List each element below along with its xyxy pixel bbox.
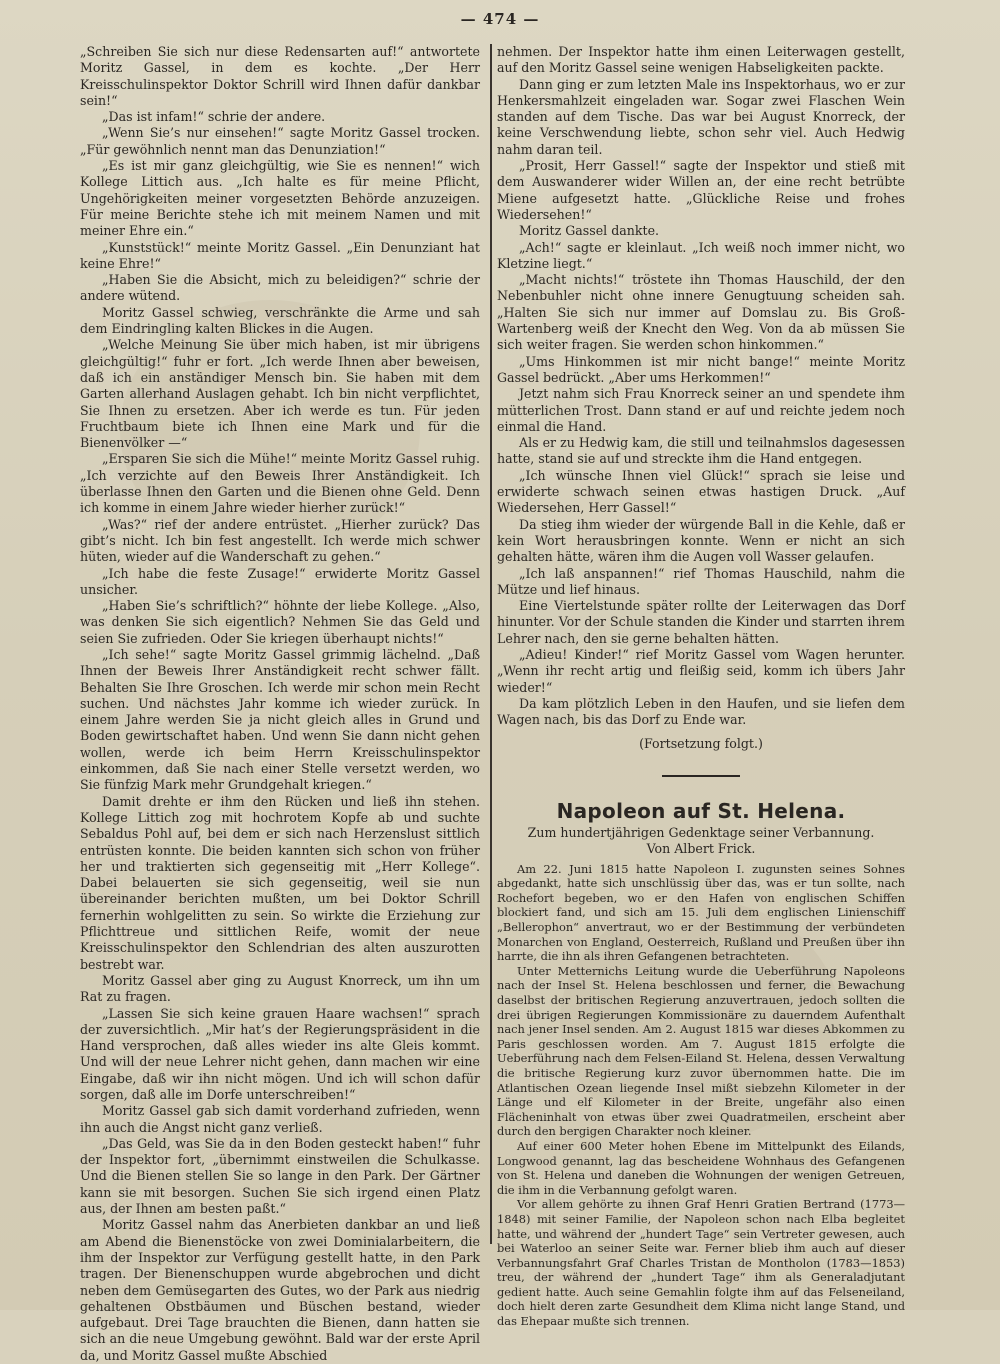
paragraph: Vor allem gehörte zu ihnen Graf Henri Gratien Bertrand (1773—1848) mit seiner Familie, der Napoleon schon nach Elba begleitet hatte, und während der „hundert Tage“ sein Vertreter gewesen, auch bei Waterloo an seiner Seite war. Ferner blieb ihm auch auf dieser Verbannungsfahrt Graf Charles Tristan de Montholon (1783—1853) treu, der während der „hundert Tage“ ihm als Generaladjutant gedient hatte. Auch seine Gemahlin folgte ihm auf das Felseneiland, doch hielt deren zarte Gesundheit dem Klima nicht lange Stand, und das Ehepaar mußte sich trennen. bbox=[497, 1197, 905, 1329]
paragraph: Da kam plötzlich Leben in den Haufen, und sie liefen dem Wagen nach, bis das Dorf zu Ende war. bbox=[497, 695, 905, 728]
article-author: Von Albert Frick. bbox=[646, 841, 756, 857]
left-column bbox=[80, 44, 480, 1363]
article-title: Napoleon auf St. Helena. bbox=[556, 798, 846, 823]
paragraph: „Ach!“ sagte er kleinlaut. „Ich weiß noch immer nicht, wo Kletzine liegt.“ bbox=[497, 239, 905, 271]
section-separator bbox=[662, 775, 740, 777]
paragraph: „Haben Sie’s schriftlich?“ höhnte der liebe Kollege. „Also, was denken Sie sich eigentlich? Nehmen Sie das Geld und seien Sie zufrieden. Oder Sie kriegen überhaupt nichts!“ bbox=[80, 598, 480, 646]
paragraph: „Ums Hinkommen ist mir nicht bange!“ meinte Moritz Gassel bedrückt. „Aber ums Herkommen!“ bbox=[497, 353, 905, 385]
paragraph: „Adieu! Kinder!“ rief Moritz Gassel vom Wagen herunter. „Wenn ihr recht artig und fleißig seid, komm ich übers Jahr wieder!“ bbox=[497, 646, 905, 695]
paragraph: Moritz Gassel nahm das Anerbieten dankbar an und ließ am Abend die Bienenstöcke von zwei Dominialarbeitern, die ihm der Inspektor zur Verfügung gestellt hatte, in den Park tragen. Der Bienenschuppen wurde abgebrochen und dicht neben dem Gemüsegarten des Gutes, wo der Park aus niedrig gehaltenen Obstbäumen und Büschen bestand, wieder aufgebaut. Drei Tage brauchten die Bienen, dann hatten sie sich an die neue Umgebung gewöhnt. Bald war der erste April da, und Moritz Gassel mußte Abschied bbox=[80, 1217, 480, 1363]
continuation-note: (Fortsetzung folgt.) bbox=[639, 736, 763, 752]
paragraph: Am 22. Juni 1815 hatte Napoleon I. zugunsten seines Sohnes abgedankt, hatte sich unschlüssig über das, was er tun sollte, nach Rochefort begeben, wo er den Hafen von englischen Schiffen blockiert fand, und sich am 15. Juli dem englischen Linienschiff „Bellerophon“ anvertraut, wo er der Bestimmung der verbündeten Monarchen von England, Oesterreich, Rußland und Preußen über ihn harrte, die ihn als ihren Gefangenen betrachteten. bbox=[497, 861, 905, 964]
paragraph: Jetzt nahm sich Frau Knorreck seiner an und spendete ihm mütterlichen Trost. Dann stand er auf und reichte jedem noch einmal die Hand. bbox=[497, 386, 905, 434]
paragraph: „Ersparen Sie sich die Mühe!“ meinte Moritz Gassel ruhig. „Ich verzichte auf den Beweis Ihrer Anständigkeit. Ich überlasse Ihnen den Garten und die Bienen ohne Geld. Denn ich komme in einem Jahre wieder hierher zurück!“ bbox=[80, 451, 480, 516]
paragraph: „Schreiben Sie sich nur diese Redensarten auf!“ antwortete Moritz Gassel, in dem es kochte. „Der Herr Kreisschulinspektor Doktor Schrill wird Ihnen dafür dankbar sein!“ bbox=[80, 44, 480, 108]
article-body bbox=[497, 862, 905, 1329]
paragraph: „Was?“ rief der andere entrüstet. „Hierher zurück? Das gibt’s nicht. Ich bin fest angestellt. Ich werde mich schwer hüten, wieder auf die Wanderschaft zu gehen.“ bbox=[80, 516, 480, 565]
paragraph: „Ich sehe!“ sagte Moritz Gassel grimmig lächelnd. „Daß Ihnen der Beweis Ihrer Anständigkeit recht schwer fällt. Behalten Sie Ihre Groschen. Ich werde mir schon mein Recht suchen. Und nächstes Jahr komme ich wieder zurück. In einem Jahre werden Sie ja nicht gleich alles in Grund und Boden gewirtschaftet haben. Und wenn Sie dann nicht gehen wollen, werde ich beim Herrn Kreisschulinspektor einkommen, daß Sie nach einer Stelle versetzt werden, wo Sie fünfzig Mark mehr Grundgehalt kriegen.“ bbox=[80, 646, 480, 793]
article-subtitle: Zum hundertjährigen Gedenktage seiner Verbannung. bbox=[527, 825, 875, 841]
paragraph: „Ich habe die feste Zusage!“ erwiderte Moritz Gassel unsicher. bbox=[80, 565, 480, 597]
paragraph: „Ich laß anspannen!“ rief Thomas Hauschild, nahm die Mütze und lief hinaus. bbox=[497, 565, 905, 597]
paragraph: „Kunststück!“ meinte Moritz Gassel. „Ein Denunziant hat keine Ehre!“ bbox=[80, 239, 480, 271]
paragraph: „Das Geld, was Sie da in den Boden gesteckt haben!“ fuhr der Inspektor fort, „übernimmt einstweilen die Schulkasse. Und die Bienen stellen Sie so lange in den Park. Der Gärtner kann sie mit besorgen. Suchen Sie sich irgend einen Platz aus, der Ihnen am besten paßt.“ bbox=[80, 1135, 480, 1217]
paragraph: Dann ging er zum letzten Male ins Inspektorhaus, wo er zur Henkersmahlzeit eingeladen war. Sogar zwei Flaschen Wein standen auf dem Tische. Das war bei August Knorreck, der keine Verschwendung liebte, schon sehr viel. Auch Hedwig nahm daran teil. bbox=[497, 76, 905, 157]
page-number: — 474 — bbox=[460, 10, 540, 28]
paragraph: Moritz Gassel aber ging zu August Knorreck, um ihn um Rat zu fragen. bbox=[80, 972, 480, 1005]
paragraph: Auf einer 600 Meter hohen Ebene im Mittelpunkt des Eilands, Longwood genannt, lag das bescheidene Wohnhaus des Gefangenen von St. Helena und daneben die Wohnungen der wenigen Getreuen, die ihm in die Verbannung gefolgt waren. bbox=[497, 1138, 905, 1197]
paragraph: „Es ist mir ganz gleichgültig, wie Sie es nennen!“ wich Kollege Littich aus. „Ich halte es für meine Pflicht, Ungehörigkeiten meiner vorgesetzten Behörde anzuzeigen. Für meine Berichte stehe ich mit meinem Namen und mit meiner Ehre ein.“ bbox=[80, 158, 480, 239]
paragraph: „Das ist infam!“ schrie der andere. bbox=[102, 109, 326, 125]
paragraph: „Haben Sie die Absicht, mich zu beleidigen?“ schrie der andere wütend. bbox=[80, 272, 480, 304]
paragraph: Eine Viertelstunde später rollte der Leiterwagen das Dorf hinunter. Vor der Schule standen die Kinder und starrten ihrem Lehrer nach, den sie gerne behalten hätten. bbox=[497, 598, 905, 646]
paragraph: Da stieg ihm wieder der würgende Ball in die Kehle, daß er kein Wort herausbringen konnte. Wenn er nicht an sich gehalten hätte, wären ihm die Augen voll Wasser gelaufen. bbox=[497, 516, 905, 565]
paragraph: „Prosit, Herr Gassel!“ sagte der Inspektor und stieß mit dem Auswanderer wider Willen an, der eine recht betrübte Miene aufgesetzt hatte. „Glückliche Reise und frohes Wiedersehen!“ bbox=[497, 158, 905, 222]
paragraph: nehmen. Der Inspektor hatte ihm einen Leiterwagen gestellt, auf den Moritz Gassel seine wenigen Habseligkeiten packte. bbox=[497, 44, 905, 76]
paragraph: „Welche Meinung Sie über mich haben, ist mir übrigens gleichgültig!“ fuhr er fort. „Ich werde Ihnen aber beweisen, daß ich ein anständiger Mensch bin. Sie haben mit dem Garten allerhand Auslagen gehabt. Ich bin nicht verpflichtet, Sie Ihnen zu ersetzen. Aber ich werde es tun. Für jeden Fruchtbaum biete ich Ihnen eine Mark und für die Bienenvölker —“ bbox=[80, 337, 480, 451]
paragraph: Moritz Gassel gab sich damit vorderhand zufrieden, wenn ihn auch die Angst nicht ganz verließ. bbox=[80, 1103, 480, 1135]
paragraph: Moritz Gassel schwieg, verschränkte die Arme und sah dem Eindringling kalten Blickes in die Augen. bbox=[80, 304, 480, 337]
right-column bbox=[497, 44, 905, 1329]
paragraph: Als er zu Hedwig kam, die still und teilnahmslos dagesessen hatte, stand sie auf und streckte ihm die Hand entgegen. bbox=[497, 435, 905, 467]
paragraph: „Lassen Sie sich keine grauen Haare wachsen!“ sprach der zuversichtlich. „Mir hat’s der Regierungspräsident in die Hand versprochen, daß alles wieder ins alte Gleis kommt. Und will der neue Lehrer nicht gehen, dann machen wir eine Eingabe, daß wir ihn nicht mögen. Und ich will schon dafür sorgen, daß alle im Dorfe unterschreiben!“ bbox=[80, 1005, 480, 1102]
paragraph: Damit drehte er ihm den Rücken und ließ ihn stehen. Kollege Littich zog mit hochrotem Kopfe ab und suchte Sebaldus Pohl auf, bei dem er sich nach Herzenslust sittlich entrüsten konnte. Die beiden kannten sich schon von früher her und traktierten sich gegenseitig mit „Herr Kollege“. Dabei belauerten sie sich gegenseitig, weil sie nun übereinander berichten mußten, um bei Doktor Schrill fernerhin wohlgelitten zu sein. So wirkte die Erziehung zur Pflichttreue und sittlichen Reife, womit der neue Kreisschulinspektor den Schlendrian des alten auszurotten bestrebt war. bbox=[80, 793, 480, 972]
paragraph: „Ich wünsche Ihnen viel Glück!“ sprach sie leise und erwiderte schwach seinen etwas hastigen Druck. „Auf Wiedersehen, Herr Gassel!“ bbox=[497, 467, 905, 516]
paragraph: Unter Metternichs Leitung wurde die Ueberführung Napoleons nach der Insel St. Helena beschlossen und ferner, die Bewachung daselbst der britischen Regierung anzuvertrauen, jedoch sollten die drei übrigen Regierungen Kommissionäre zu dauerndem Aufenthalt nach jener Insel senden. Am 2. August 1815 war dieses Abkommen zu Paris geschlossen worden. Am 7. August 1815 erfolgte die Ueberführung nach dem Felsen-Eiland St. Helena, dessen Verwaltung die britische Regierung kurz zuvor übernommen hatte. Die im Atlantischen Ozean liegende Insel mißt siebzehn Kilometer in der Länge und elf Kilometer in der Breite, ungefähr also einen Flächeninhalt von etwas über zwei Quadratmeilen, erscheint aber durch den bergigen Charakter noch kleiner. bbox=[497, 963, 905, 1139]
paragraph: „Wenn Sie’s nur einsehen!“ sagte Moritz Gassel trocken. „Für gewöhnlich nennt man das Denunziation!“ bbox=[80, 125, 480, 157]
paragraph: „Macht nichts!“ tröstete ihn Thomas Hauschild, der den Nebenbuhler nicht ohne innere Genugtuung scheiden sah. „Halten Sie sich nur immer auf Domslau zu. Bis Groß-Wartenberg weiß der Knecht den Weg. Von da ab müssen Sie sich weiter fragen. Sie werden schon hinkommen.“ bbox=[497, 272, 905, 353]
column-divider bbox=[490, 44, 492, 1244]
paragraph: Moritz Gassel dankte. bbox=[519, 223, 660, 239]
